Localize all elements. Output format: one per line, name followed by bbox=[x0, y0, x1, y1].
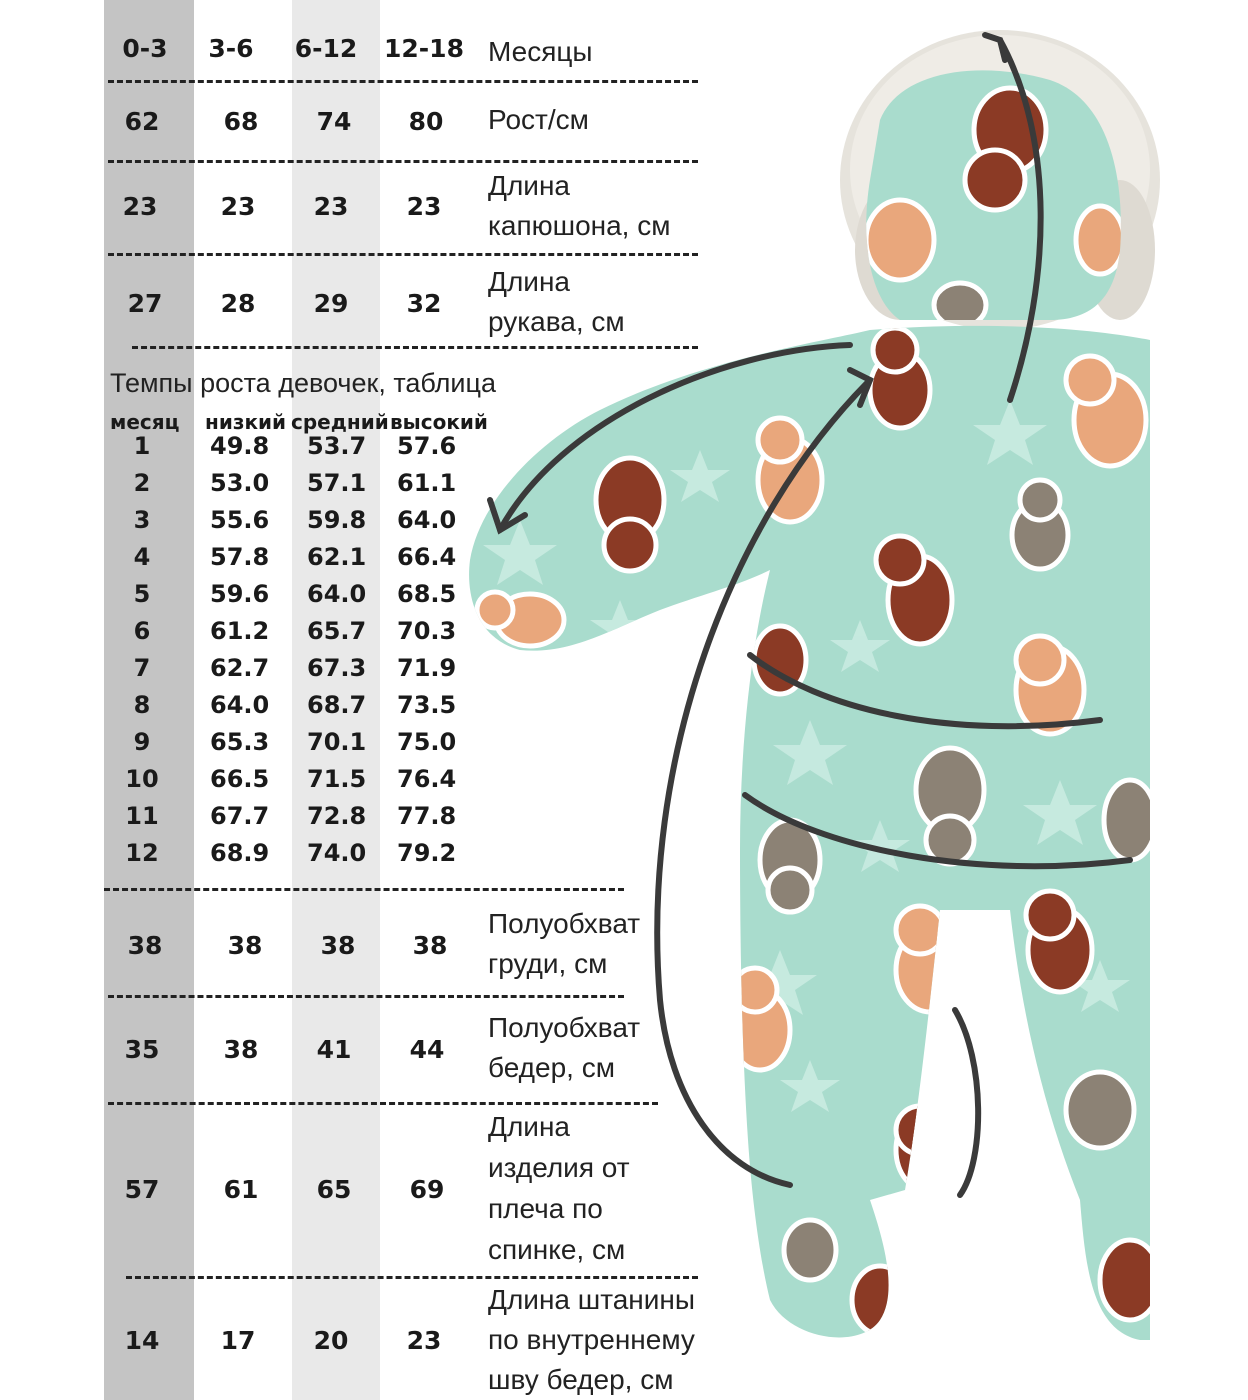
growth-cell-r9-c3: 75.0 bbox=[397, 728, 457, 756]
size-length-2: 65 bbox=[316, 1175, 352, 1204]
size-inseam-2: 20 bbox=[313, 1326, 349, 1355]
growth-cell-r1-c0: 1 bbox=[133, 432, 151, 460]
divider bbox=[108, 80, 698, 83]
size-height-0: 62 bbox=[124, 107, 160, 136]
growth-cell-r2-c2: 57.1 bbox=[307, 469, 367, 497]
growth-cell-r6-c3: 70.3 bbox=[397, 617, 457, 645]
growth-cell-r6-c0: 6 bbox=[133, 617, 151, 645]
growth-cell-r10-c2: 71.5 bbox=[307, 765, 367, 793]
growth-cell-r7-c0: 7 bbox=[133, 654, 151, 682]
size-chest-1: 38 bbox=[227, 931, 263, 960]
growth-cell-r7-c1: 62.7 bbox=[210, 654, 270, 682]
divider bbox=[104, 888, 624, 891]
label-inseam-line2: по внутреннему bbox=[488, 1324, 695, 1355]
size-hood-0: 23 bbox=[122, 192, 158, 221]
growth-cell-r9-c1: 65.3 bbox=[210, 728, 270, 756]
label-hips-line1: Полуобхват bbox=[488, 1012, 641, 1043]
growth-header-low: низкий bbox=[205, 410, 287, 434]
growth-cell-r12-c0: 12 bbox=[125, 839, 159, 867]
growth-cell-r8-c2: 68.7 bbox=[307, 691, 367, 719]
size-sleeve-0: 27 bbox=[127, 289, 163, 318]
growth-cell-r11-c1: 67.7 bbox=[210, 802, 270, 830]
growth-header-month: месяц bbox=[110, 410, 180, 434]
size-inseam-3: 23 bbox=[406, 1326, 442, 1355]
growth-cell-r6-c1: 61.2 bbox=[210, 617, 270, 645]
growth-cell-r5-c1: 59.6 bbox=[210, 580, 270, 608]
growth-cell-r2-c1: 53.0 bbox=[210, 469, 270, 497]
growth-cell-r5-c2: 64.0 bbox=[307, 580, 367, 608]
growth-cell-r10-c1: 66.5 bbox=[210, 765, 270, 793]
growth-table-title: Темпы роста девочек, таблица bbox=[110, 368, 496, 398]
size-hood-3: 23 bbox=[406, 192, 442, 221]
growth-cell-r7-c3: 71.9 bbox=[397, 654, 457, 682]
label-sleeve-line1: Длина bbox=[488, 266, 570, 297]
size-height-1: 68 bbox=[223, 107, 259, 136]
size-inseam-0: 14 bbox=[124, 1326, 160, 1355]
size-hips-3: 44 bbox=[409, 1035, 445, 1064]
label-sleeve-line2: рукава, см bbox=[488, 306, 625, 337]
label-months: Месяцы bbox=[488, 36, 593, 67]
growth-cell-r3-c0: 3 bbox=[133, 506, 151, 534]
divider bbox=[132, 346, 698, 349]
size-hips-1: 38 bbox=[223, 1035, 259, 1064]
growth-cell-r5-c3: 68.5 bbox=[397, 580, 457, 608]
label-chest-line1: Полуобхват bbox=[488, 908, 641, 939]
growth-cell-r3-c3: 64.0 bbox=[397, 506, 457, 534]
growth-header-mid: средний bbox=[291, 410, 389, 434]
size-chest-2: 38 bbox=[320, 931, 356, 960]
growth-cell-r9-c0: 9 bbox=[133, 728, 151, 756]
size-sleeve-3: 32 bbox=[406, 289, 442, 318]
growth-cell-r12-c3: 79.2 bbox=[397, 839, 457, 867]
growth-cell-r2-c0: 2 bbox=[133, 469, 151, 497]
label-hood-line1: Длина bbox=[488, 170, 570, 201]
divider bbox=[108, 160, 698, 163]
size-inseam-1: 17 bbox=[220, 1326, 256, 1355]
size-chest-0: 38 bbox=[127, 931, 163, 960]
size-length-3: 69 bbox=[409, 1175, 445, 1204]
size-length-1: 61 bbox=[223, 1175, 259, 1204]
growth-cell-r8-c0: 8 bbox=[133, 691, 151, 719]
label-inseam-line3: шву бедер, см bbox=[488, 1364, 674, 1395]
growth-cell-r1-c2: 53.7 bbox=[307, 432, 367, 460]
divider bbox=[108, 253, 698, 256]
size-height-3: 80 bbox=[408, 107, 444, 136]
size-sleeve-1: 28 bbox=[220, 289, 256, 318]
growth-cell-r4-c1: 57.8 bbox=[210, 543, 270, 571]
growth-cell-r8-c1: 64.0 bbox=[210, 691, 270, 719]
divider bbox=[108, 995, 624, 998]
label-length-line2: изделия от bbox=[488, 1152, 630, 1183]
growth-cell-r12-c1: 68.9 bbox=[210, 839, 270, 867]
growth-cell-r7-c2: 67.3 bbox=[307, 654, 367, 682]
growth-cell-r11-c2: 72.8 bbox=[307, 802, 367, 830]
growth-cell-r8-c3: 73.5 bbox=[397, 691, 457, 719]
growth-cell-r11-c3: 77.8 bbox=[397, 802, 457, 830]
growth-cell-r3-c2: 59.8 bbox=[307, 506, 367, 534]
label-hood-line2: капюшона, см bbox=[488, 210, 671, 241]
growth-cell-r3-c1: 55.6 bbox=[210, 506, 270, 534]
growth-cell-r2-c3: 61.1 bbox=[397, 469, 457, 497]
size-hood-1: 23 bbox=[220, 192, 256, 221]
growth-cell-r11-c0: 11 bbox=[125, 802, 159, 830]
label-hips-line2: бедер, см bbox=[488, 1052, 615, 1083]
growth-cell-r10-c3: 76.4 bbox=[397, 765, 457, 793]
growth-cell-r6-c2: 65.7 bbox=[307, 617, 367, 645]
growth-cell-r1-c3: 57.6 bbox=[397, 432, 457, 460]
label-length-line4: спинке, см bbox=[488, 1234, 626, 1265]
divider bbox=[108, 1102, 658, 1105]
label-length-line3: плеча по bbox=[488, 1193, 603, 1224]
size-height-2: 74 bbox=[316, 107, 352, 136]
size-months-3: 12-18 bbox=[384, 34, 464, 63]
label-height: Рост/см bbox=[488, 104, 589, 135]
growth-cell-r4-c3: 66.4 bbox=[397, 543, 457, 571]
size-sleeve-2: 29 bbox=[313, 289, 349, 318]
size-months-0: 0-3 bbox=[122, 34, 168, 63]
label-length-line1: Длина bbox=[488, 1111, 570, 1142]
growth-cell-r10-c0: 10 bbox=[125, 765, 159, 793]
growth-cell-r1-c1: 49.8 bbox=[210, 432, 270, 460]
growth-cell-r4-c2: 62.1 bbox=[307, 543, 367, 571]
divider bbox=[126, 1276, 698, 1279]
size-hips-0: 35 bbox=[124, 1035, 160, 1064]
label-inseam-line1: Длина штанины bbox=[488, 1284, 695, 1315]
size-hips-2: 41 bbox=[316, 1035, 352, 1064]
size-months-1: 3-6 bbox=[208, 34, 254, 63]
growth-cell-r4-c0: 4 bbox=[133, 543, 151, 571]
size-months-2: 6-12 bbox=[294, 34, 358, 63]
growth-header-high: высокий bbox=[390, 410, 488, 434]
size-hood-2: 23 bbox=[313, 192, 349, 221]
label-chest-line2: груди, см bbox=[488, 948, 608, 979]
growth-cell-r5-c0: 5 bbox=[133, 580, 151, 608]
size-length-0: 57 bbox=[124, 1175, 160, 1204]
size-chest-3: 38 bbox=[412, 931, 448, 960]
growth-cell-r9-c2: 70.1 bbox=[307, 728, 367, 756]
growth-cell-r12-c2: 74.0 bbox=[307, 839, 367, 867]
